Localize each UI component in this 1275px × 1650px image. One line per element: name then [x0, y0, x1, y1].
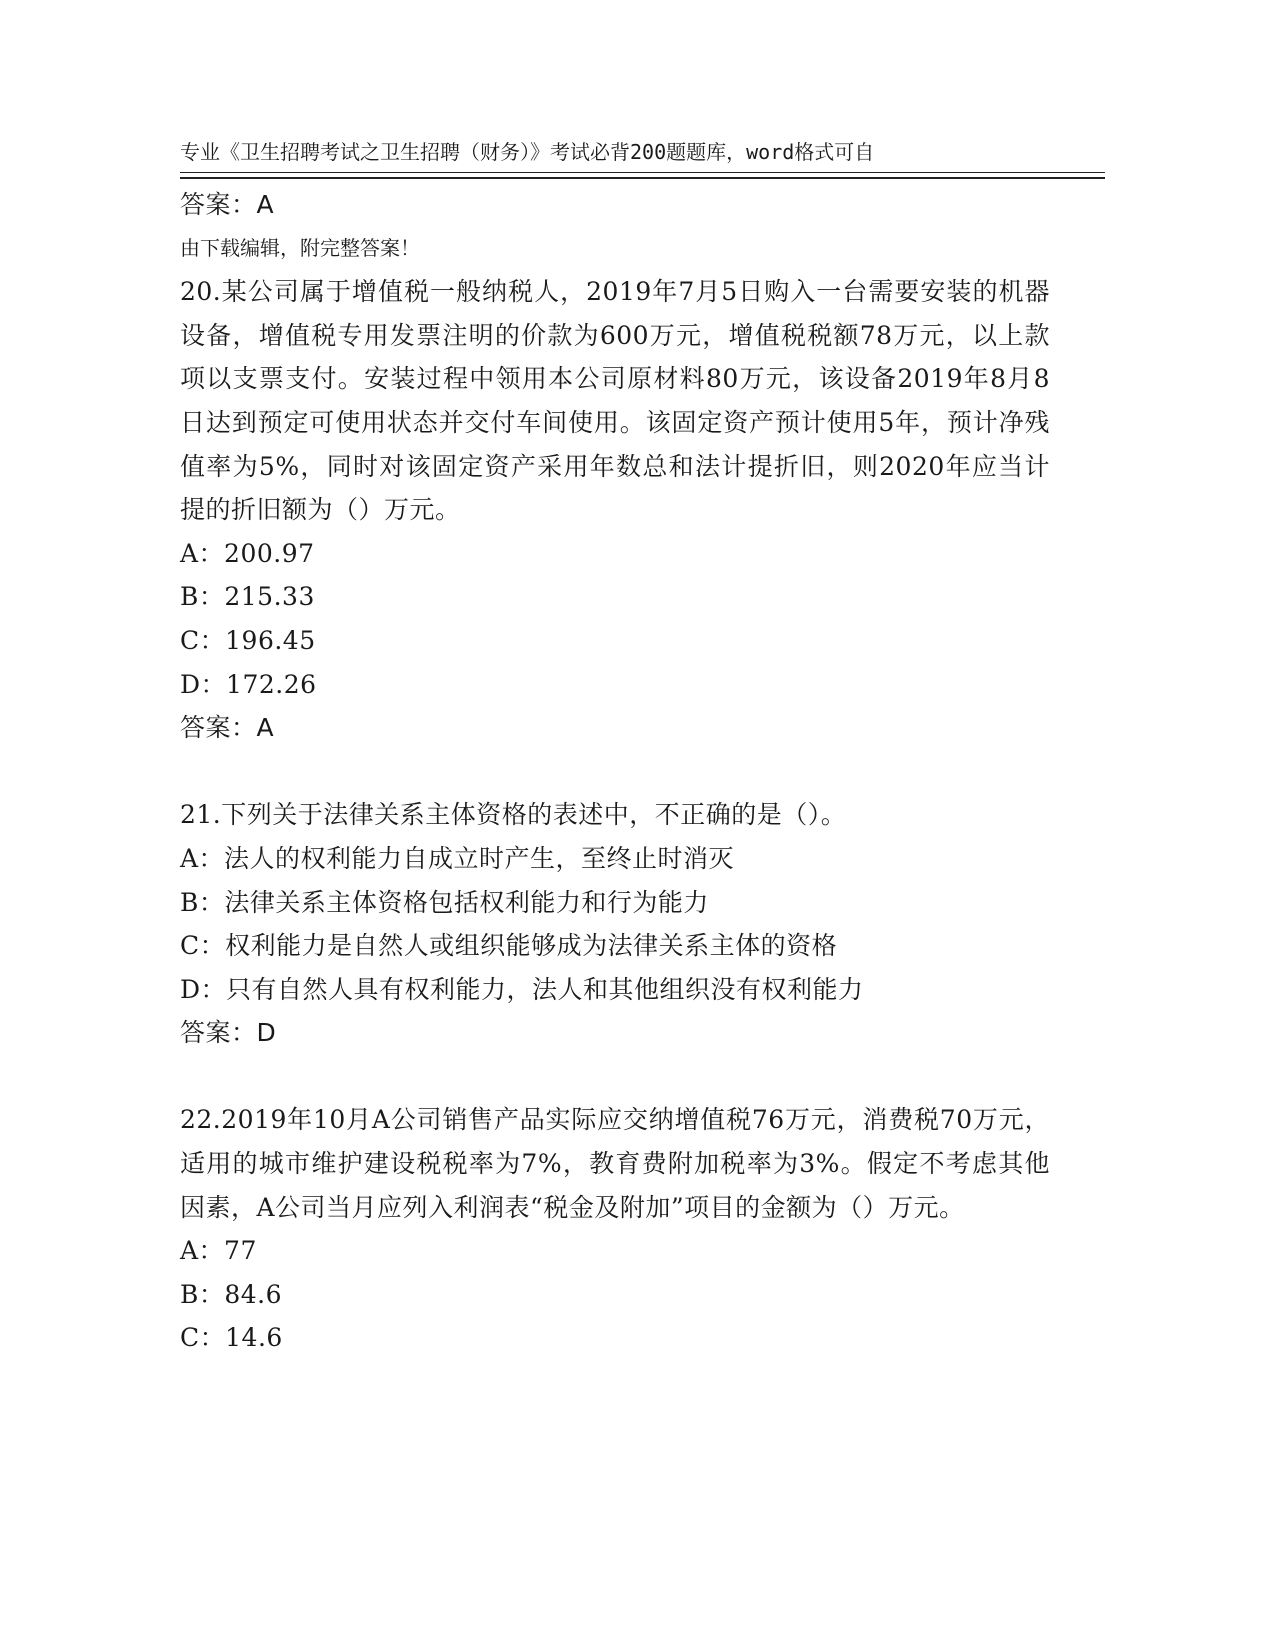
option-d: D：172.26: [180, 669, 317, 699]
spacer: [180, 750, 1050, 794]
previous-answer: 答案：A: [180, 190, 275, 219]
option-c: C：权利能力是自然人或组织能够成为法律关系主体的资格: [180, 931, 838, 961]
spacer: [180, 1055, 1050, 1099]
question-stem: 20.某公司属于增值税一般纳税人，2019年7月5日购入一台需要安装的机器设备，增值税专用发票注明的价款为600万元，增值税税额78万元，以上款项以支票支付。安装过程中领用本公司原材料80万元，该设备2019年8月8日达到预定可使用状态并交付车间使用。该固定资产预计使用5年，预计净残值率为5%，同时对该固定资产采用年数总和法计提折旧，则2020年应当计提的折旧额为（）万元。: [180, 277, 1050, 525]
question-22: [180, 1098, 1050, 1360]
header-line-1: 专业《卫生招聘考试之卫生招聘（财务）》考试必背200题题库，word格式可自: [180, 140, 875, 164]
question-answer: 答案：A: [180, 713, 275, 743]
option-d: D：只有自然人具有权利能力，法人和其他组织没有权利能力: [180, 974, 864, 1004]
option-b: B：215.33: [180, 582, 315, 612]
question-21: [180, 793, 1050, 1055]
header-divider-thin: [180, 172, 1105, 173]
option-a: A：法人的权利能力自成立时产生，至终止时消灭: [180, 843, 735, 873]
option-c: C：14.6: [180, 1323, 283, 1353]
question-stem: 21.下列关于法律关系主体资格的表述中，不正确的是（）。: [180, 800, 847, 830]
spacer: [180, 227, 1050, 271]
question-stem: 22.2019年10月A公司销售产品实际应交纳增值税76万元，消费税70万元，适用的城市维护建设税税率为7%，教育费附加税率为3%。假定不考虑其他因素，A公司当月应列入利润表“税金及附加”项目的金额为（）万元。: [180, 1105, 1050, 1222]
option-b: B：法律关系主体资格包括权利能力和行为能力: [180, 887, 709, 917]
question-answer: 答案：D: [180, 1018, 277, 1048]
option-c: C：196.45: [180, 625, 316, 655]
header-divider-thick: [180, 177, 1105, 179]
header-line-2: 由下载编辑，附完整答案！: [180, 236, 420, 260]
option-a: A：77: [180, 1236, 257, 1266]
option-b: B：84.6: [180, 1279, 283, 1309]
option-a: A：200.97: [180, 538, 315, 568]
question-20: [180, 270, 1050, 750]
document-body: [180, 183, 1050, 1360]
